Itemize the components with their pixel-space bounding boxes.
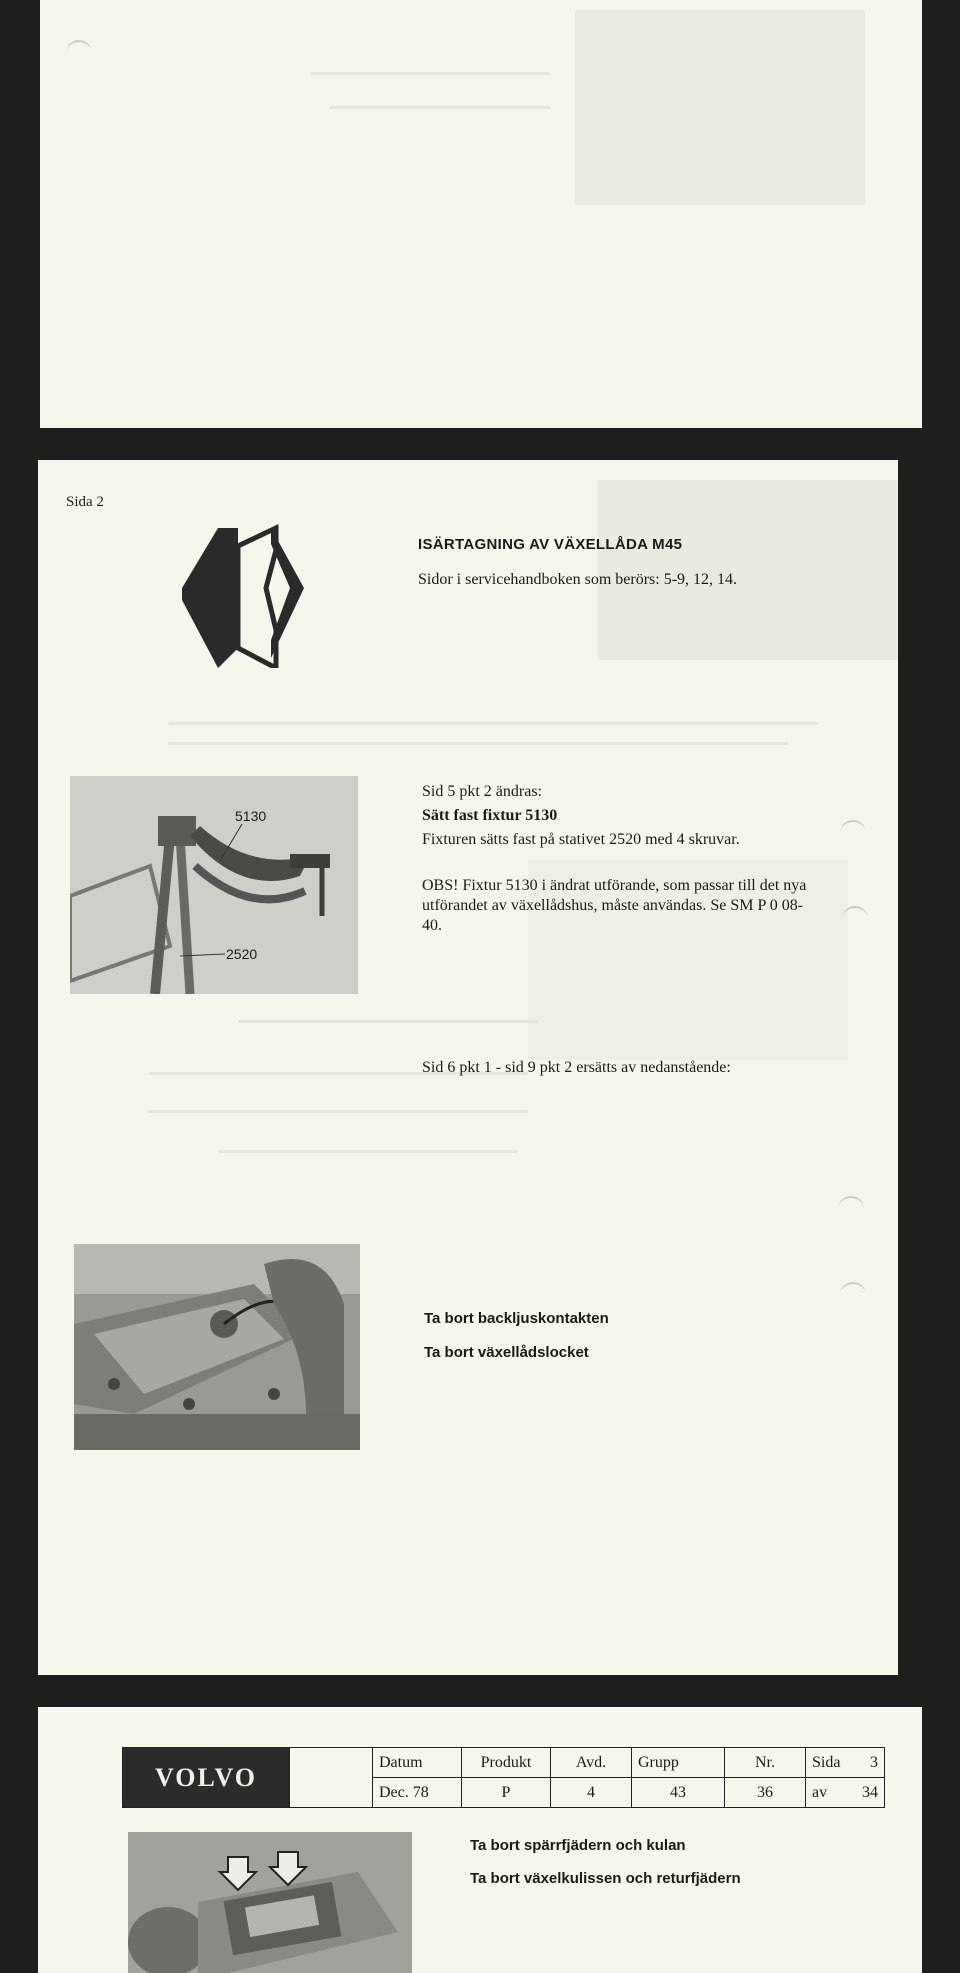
bleed-through-line	[218, 1150, 518, 1153]
service-bulletin-symbol-icon	[176, 520, 320, 668]
header-value-grupp: 43	[632, 1778, 725, 1808]
page-label: Sida 2	[66, 494, 104, 510]
bulletin-header-table	[122, 1747, 885, 1808]
header-value-datum: Dec. 78	[373, 1778, 462, 1808]
header-label-sida: Sida 3	[806, 1748, 885, 1778]
punch-hole-mark	[842, 906, 868, 924]
section1-heading: Sätt fast fixtur 5130	[422, 807, 558, 824]
bleed-through-line	[168, 742, 788, 745]
step-remove-gearbox-cover: Ta bort växellådslocket	[424, 1344, 589, 1361]
section1-para1: Fixturen sätts fast på stativet 2520 med 4 skruvar.	[422, 831, 740, 848]
header-blank-cell	[290, 1748, 373, 1808]
fixture-stand-photo	[70, 776, 358, 994]
document-page-2	[38, 460, 898, 1675]
intro-text: Sidor i servicehandboken som berörs: 5-9, 12, 14.	[418, 571, 738, 588]
header-sida-total: 34	[862, 1783, 878, 1801]
step-remove-shift-gate: Ta bort växelkulissen och returfjädern	[470, 1870, 741, 1887]
header-label-nr: Nr.	[725, 1748, 806, 1778]
bleed-through-line	[310, 72, 550, 75]
step-remove-detent-spring: Ta bort spärrfjädern och kulan	[470, 1837, 686, 1854]
punch-hole-mark	[838, 1196, 864, 1214]
bleed-through-line	[330, 106, 550, 109]
header-sida-number: 3	[870, 1753, 878, 1771]
gearbox-cover-photo	[74, 1244, 360, 1450]
punch-hole-mark	[66, 40, 92, 58]
bleed-through-line	[238, 1020, 538, 1023]
header-value-produkt: P	[462, 1778, 551, 1808]
bleed-through-line	[148, 1110, 528, 1113]
header-label-datum: Datum	[373, 1748, 462, 1778]
figure-label-2520: 2520	[226, 946, 258, 962]
bleed-through-line	[168, 722, 818, 725]
step-remove-reverse-light-switch: Ta bort backljuskontakten	[424, 1310, 609, 1327]
header-value-nr: 36	[725, 1778, 806, 1808]
header-label-grupp: Grupp	[632, 1748, 725, 1778]
gearbox-interior-photo	[128, 1832, 412, 1973]
header-label-avd: Avd.	[551, 1748, 632, 1778]
document-page-1	[40, 0, 922, 428]
volvo-logo: VOLVO	[123, 1748, 290, 1808]
section2-ref: Sid 6 pkt 1 - sid 9 pkt 2 ersätts av nedanstående:	[422, 1059, 731, 1076]
header-value-av: av 34	[806, 1778, 885, 1808]
section1-para2: OBS! Fixtur 5130 i ändrat utförande, som passar till det nya utförandet av växellådshus, måste användas. Se SM P 0 08-40.	[422, 877, 807, 934]
punch-hole-mark	[840, 820, 866, 838]
page-title: ISÄRTAGNING AV VÄXELLÅDA M45	[418, 536, 683, 553]
figure-label-5130: 5130	[235, 808, 267, 824]
bleed-through-block	[575, 10, 865, 205]
header-value-avd: 4	[551, 1778, 632, 1808]
document-page-3	[38, 1707, 922, 1973]
header-label-produkt: Produkt	[462, 1748, 551, 1778]
section1-ref: Sid 5 pkt 2 ändras:	[422, 783, 542, 800]
punch-hole-mark	[840, 1282, 866, 1300]
